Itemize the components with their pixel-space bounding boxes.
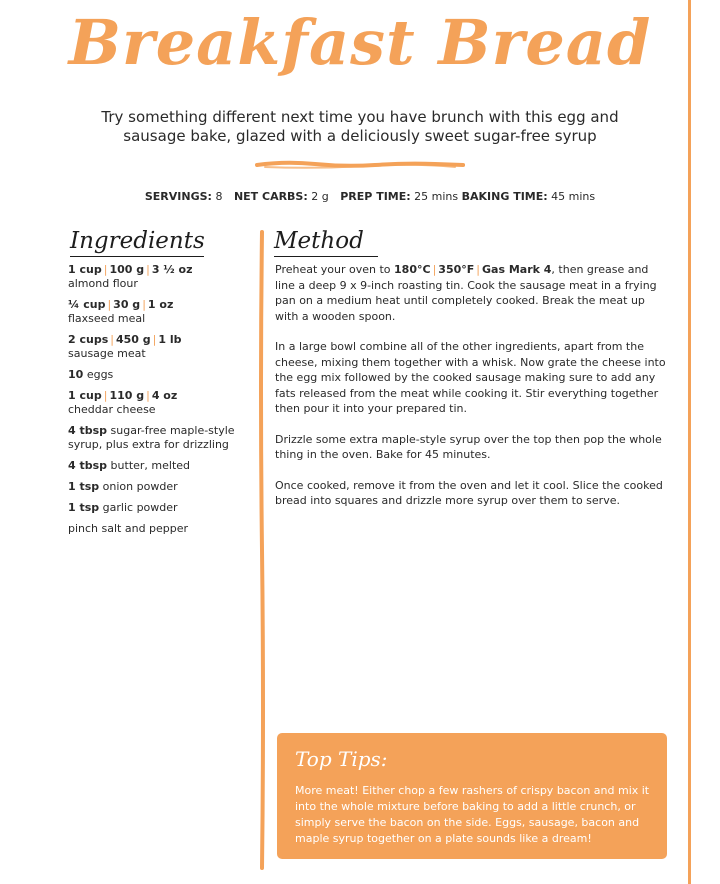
method-step-text: Preheat your oven to — [275, 263, 395, 276]
top-tips-body: More meat! Either chop a few rashers of crispy bacon and mix it into the whole mixture before baking to add a little crunch, or simply serve the bacon on the side. Eggs, sausage, bacon and maple syrup together on a plate sounds like a dream! — [295, 784, 650, 845]
ingredient-qty: 4 tbsp — [68, 459, 108, 472]
ingredient-qty: 4 tbsp — [68, 424, 108, 437]
ingredient-qty-metric: 100 g — [109, 263, 145, 276]
ingredient-name: almond flour — [68, 277, 138, 290]
ingredient-item — [68, 459, 248, 473]
qty-separator: | — [432, 263, 437, 276]
method-heading-underline — [274, 256, 378, 257]
qty-separator: | — [103, 263, 108, 276]
ingredient-item — [68, 298, 248, 326]
ingredient-item — [68, 501, 248, 515]
ingredient-qty-imperial: 3 ½ oz — [151, 263, 193, 276]
ingredient-name: cheddar cheese — [68, 403, 156, 416]
recipe-subtitle: Try something different next time you have brunch with this egg and sausage bake, glazed with a deliciously sweet sugar-free syrup — [101, 108, 619, 145]
method-step-text: , then grease and line a deep 9 x 9-inch roasting tin. Cook the sausage meat in a frying pan on a medium heat until completely cooked. Break the meat up with a wooden spoon. — [275, 263, 657, 323]
top-tips-box — [277, 733, 667, 859]
ingredient-qty: 10 — [68, 368, 84, 381]
ingredient-name: sausage meat — [68, 347, 146, 360]
ingredient-name: sugar-free maple-style syrup, plus extra for drizzling — [68, 424, 235, 451]
qty-separator: | — [142, 298, 146, 311]
ingredient-qty-metric: 30 g — [113, 298, 141, 311]
qty-separator: | — [476, 263, 480, 276]
ingredient-qty-metric: 450 g — [115, 333, 151, 346]
method-heading: Method — [274, 228, 364, 254]
ingredient-item — [68, 389, 248, 417]
ingredient-qty-cup: 1 cup — [68, 263, 102, 276]
ingredient-name: eggs — [86, 368, 114, 381]
ingredient-qty-imperial: 4 oz — [151, 389, 178, 402]
net-carbs-label: NET CARBS: — [233, 190, 308, 203]
servings-value: 8 — [215, 190, 223, 203]
ingredient-name: onion powder — [102, 480, 178, 493]
ingredient-qty-cup: 2 cups — [68, 333, 109, 346]
ingredients-heading-underline — [70, 256, 204, 257]
net-carbs-value: 2 g — [311, 190, 329, 203]
method-step-3: Drizzle some extra maple-style syrup over the top then pop the whole thing in the oven. Bake for 45 minutes. — [275, 432, 662, 461]
qty-separator: | — [146, 389, 150, 402]
servings-label: SERVINGS: — [144, 190, 212, 203]
method-step-4: Once cooked, remove it from the oven and let it cool. Slice the cooked bread into squares and drizzle more syrup over them to serve. — [275, 478, 663, 507]
ingredient-qty-imperial: 1 lb — [158, 333, 182, 346]
ingredient-qty: 1 tsp — [68, 480, 100, 493]
qty-separator: | — [146, 263, 150, 276]
prep-time-label: PREP TIME: — [340, 190, 411, 203]
qty-separator: | — [152, 333, 157, 346]
qty-separator: | — [107, 298, 112, 311]
qty-separator: | — [110, 333, 114, 346]
column-divider — [258, 230, 266, 870]
ingredient-qty-imperial: 1 oz — [147, 298, 174, 311]
method-step-1 — [275, 262, 670, 324]
ingredient-qty-cup: 1 cup — [68, 389, 102, 402]
title-divider — [255, 159, 465, 171]
ingredient-item — [68, 424, 248, 452]
oven-temp-celsius: 180°C — [394, 263, 431, 276]
method-step-2: In a large bowl combine all of the other ingredients, apart from the cheese, mixing them together with a whisk. Now grate the cheese into the egg mix followed by the cooked sausage making sure to add any fats released from the meat while cooking it. Stir everything together then pour it into your prepared tin. — [275, 340, 666, 415]
method-steps — [275, 262, 670, 524]
right-border-rule — [688, 0, 691, 884]
recipe-title: Breakfast Bread — [68, 6, 652, 79]
ingredient-name: flaxseed meal — [68, 312, 146, 325]
ingredient-item — [68, 522, 248, 536]
ingredient-qty-metric: 110 g — [109, 389, 145, 402]
ingredient-name: pinch salt and pepper — [68, 522, 189, 535]
ingredient-item — [68, 263, 248, 291]
recipe-meta — [0, 190, 720, 203]
oven-temp-fahrenheit: 350°F — [438, 263, 475, 276]
ingredient-item — [68, 368, 248, 382]
ingredients-list — [68, 263, 248, 543]
ingredient-qty: 1 tsp — [68, 501, 100, 514]
ingredient-qty-cup: ¼ cup — [68, 298, 106, 311]
ingredients-heading: Ingredients — [70, 228, 205, 254]
qty-separator: | — [103, 389, 108, 402]
ingredient-name: garlic powder — [102, 501, 178, 514]
top-tips-title: Top Tips: — [295, 747, 388, 771]
ingredient-name: butter, melted — [110, 459, 191, 472]
baking-time-label: BAKING TIME: — [461, 190, 548, 203]
prep-time-value: 25 mins — [414, 190, 459, 203]
oven-gas-mark: Gas Mark 4 — [482, 263, 552, 276]
ingredient-item — [68, 480, 248, 494]
ingredient-item — [68, 333, 248, 361]
baking-time-value: 45 mins — [551, 190, 596, 203]
